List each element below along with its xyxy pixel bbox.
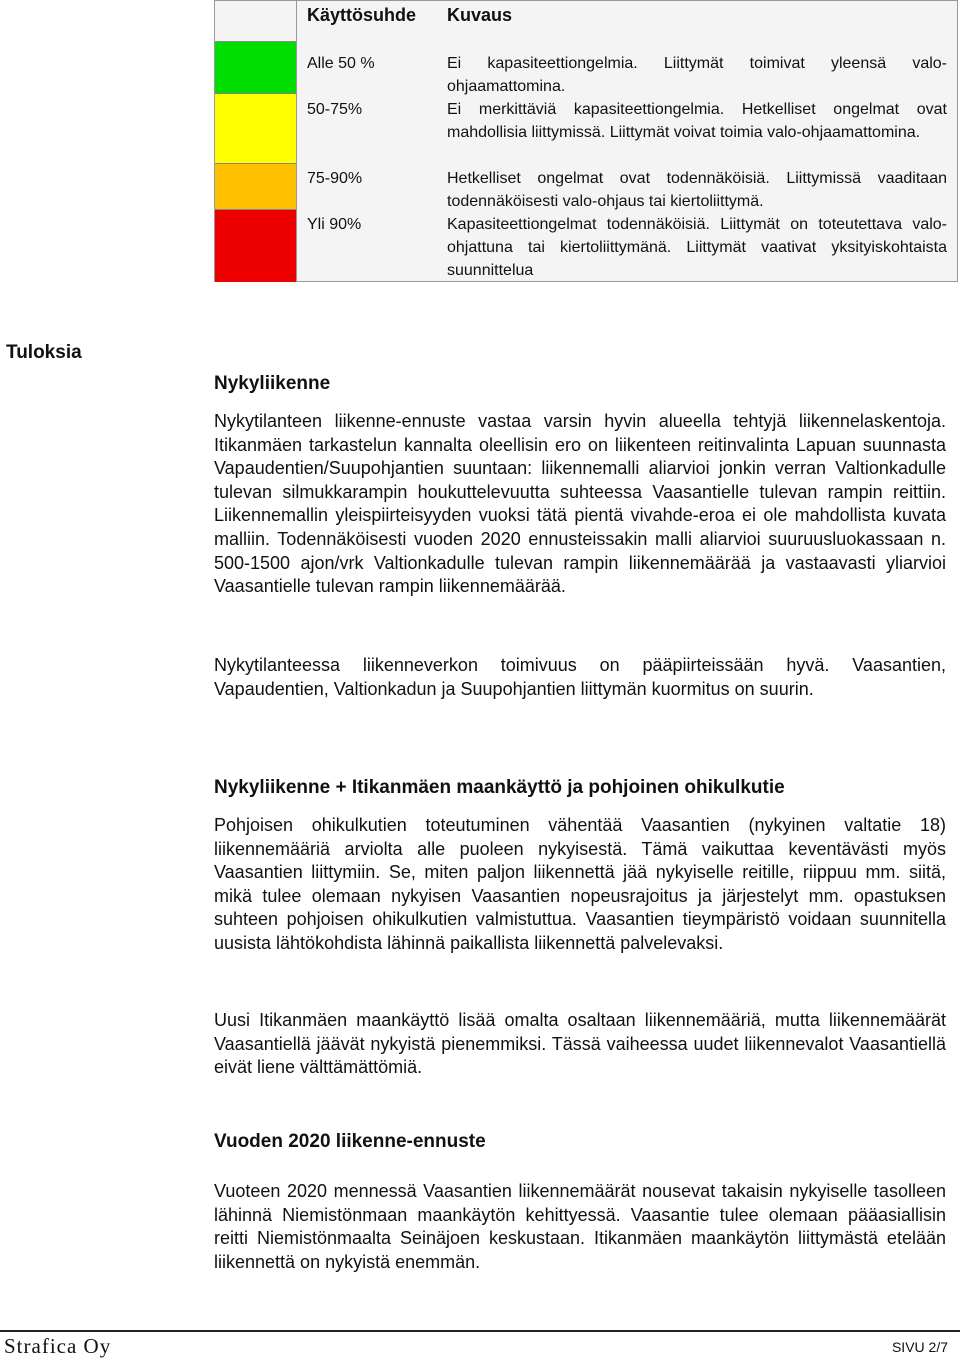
swatch-red	[215, 209, 296, 282]
page-number: SIVU 2/7	[891, 1339, 948, 1355]
paragraph: Nykytilanteessa liikenneverkon toimivuus on pääpiirteissään hyvä. Vaasantien, Vapaudentien, Valtionkadun ja Suupohjantien liittymän kuormitus on suurin.	[214, 655, 946, 699]
swatch-green	[215, 41, 296, 93]
heading-land-use-bypass: Nykyliikenne + Itikanmäen maankäyttö ja pohjoinen ohikulkutie	[214, 777, 785, 798]
usage-ratio-table	[214, 0, 958, 282]
color-legend-column	[215, 1, 297, 281]
row-label: Alle 50 %	[307, 55, 375, 72]
paragraph: Nykytilanteen liikenne-ennuste vastaa varsin hyvin alueella tehtyjä liikennelaskentoja. Itikanmäen tarkastelun kannalta oleellisin ero on liikenteen reitinvalinta Lapuan suunnasta Vapaudentien/Suupohjantien suuntaan: liikennemalli aliarvioi jonkin verran Valtionkadulle tulevan silmukkarampin houkuttelevuutta suhteessa Vaasantielle tulevan rampin reittiin. Liikennemallin yleispiirteisyyden vuoksi tätä pientä vivahde-eroa ei ole mahdollista kuvata malliin. Todennäköisesti vuoden 2020 ennusteissakin malli aliarvioi suuruusluokassaan n. 500-1500 ajon/vrk Valtionkadulle tulevan rampin liikennemäärää ja vastaavasti yliarvioi Vaasantielle tulevan rampin liikennemäärää.	[214, 411, 946, 597]
header-description: Kuvaus	[447, 5, 513, 25]
row-description: Hetkelliset ongelmat ovat todennäköisiä. Liittymissä vaaditaan todennäköisesti valo-ohjaus tai kiertoliittymä.	[447, 170, 947, 210]
row-label: 75-90%	[307, 170, 363, 187]
row-label: Yli 90%	[307, 216, 362, 233]
row-description: Ei merkittäviä kapasiteettiongelmia. Hetkelliset ongelmat ovat mahdollisia liittymissä. Liittymät voivat toimia valo-ohjaamattomina.	[447, 101, 947, 141]
paragraph: Vuoteen 2020 mennessä Vaasantien liikennemäärät nousevat takaisin nykyiselle tasolleen lähinnä Niemistönmaan maankäytön kehittyessä. Vaasantie tulee olemaan pääasiallisin reitti Niemistönmaalta Seinäjoen keskustaan. Itikanmäen maankäytön liittymästä etelään liikennettä on nykyistä enemmän.	[214, 1181, 946, 1272]
footer-divider	[0, 1330, 960, 1332]
header-usage-ratio: Käyttösuhde	[307, 5, 417, 25]
swatch-yellow	[215, 93, 296, 163]
company-name: Strafica Oy	[4, 1334, 112, 1358]
heading-forecast-2020: Vuoden 2020 liikenne-ennuste	[214, 1131, 486, 1152]
swatch-orange	[215, 163, 296, 209]
row-label: 50-75%	[307, 101, 363, 118]
paragraph: Uusi Itikanmäen maankäyttö lisää omalta osaltaan liikennemääriä, mutta liikennemäärät Vaasantiellä jäävät nykyistä pienemmiksi. Tässä vaiheessa uudet liikennevalot Vaasantiellä eivät liene välttämättömiä.	[214, 1010, 946, 1078]
row-description: Ei kapasiteettiongelmia. Liittymät toimivat yleensä valo-ohjaamattomina.	[447, 55, 947, 95]
row-description: Kapasiteettiongelmat todennäköisiä. Liittymät on toteutettava valo-ohjattuna tai kiertoliittymänä. Liittymät vaativat yksityiskohtaista suunnittelua	[447, 216, 947, 279]
section-title-results: Tuloksia	[6, 342, 82, 363]
paragraph: Pohjoisen ohikulkutien toteutuminen vähentää Vaasantien (nykyinen valtatie 18) liikennemääriä arviolta alle puoleen nykyisestä. Tämä vaikuttaa keventävästi myös Vaasantien liittymiin. Se, miten paljon liikennettä jää nykyiselle reitille, riippuu mm. siitä, mikä tulee olemaan nykyisen Vaasantien nopeusrajoitus ja järjestelyt mm. opastuksen suhteen pohjoisen ohikulkutien valmistuttua. Vaasantien tieympäristö voidaan suunnitella uusista lähtökohdista lähinnä paikallista liikennettä palvelevaksi.	[214, 815, 946, 953]
heading-current-traffic: Nykyliikenne	[214, 373, 331, 394]
